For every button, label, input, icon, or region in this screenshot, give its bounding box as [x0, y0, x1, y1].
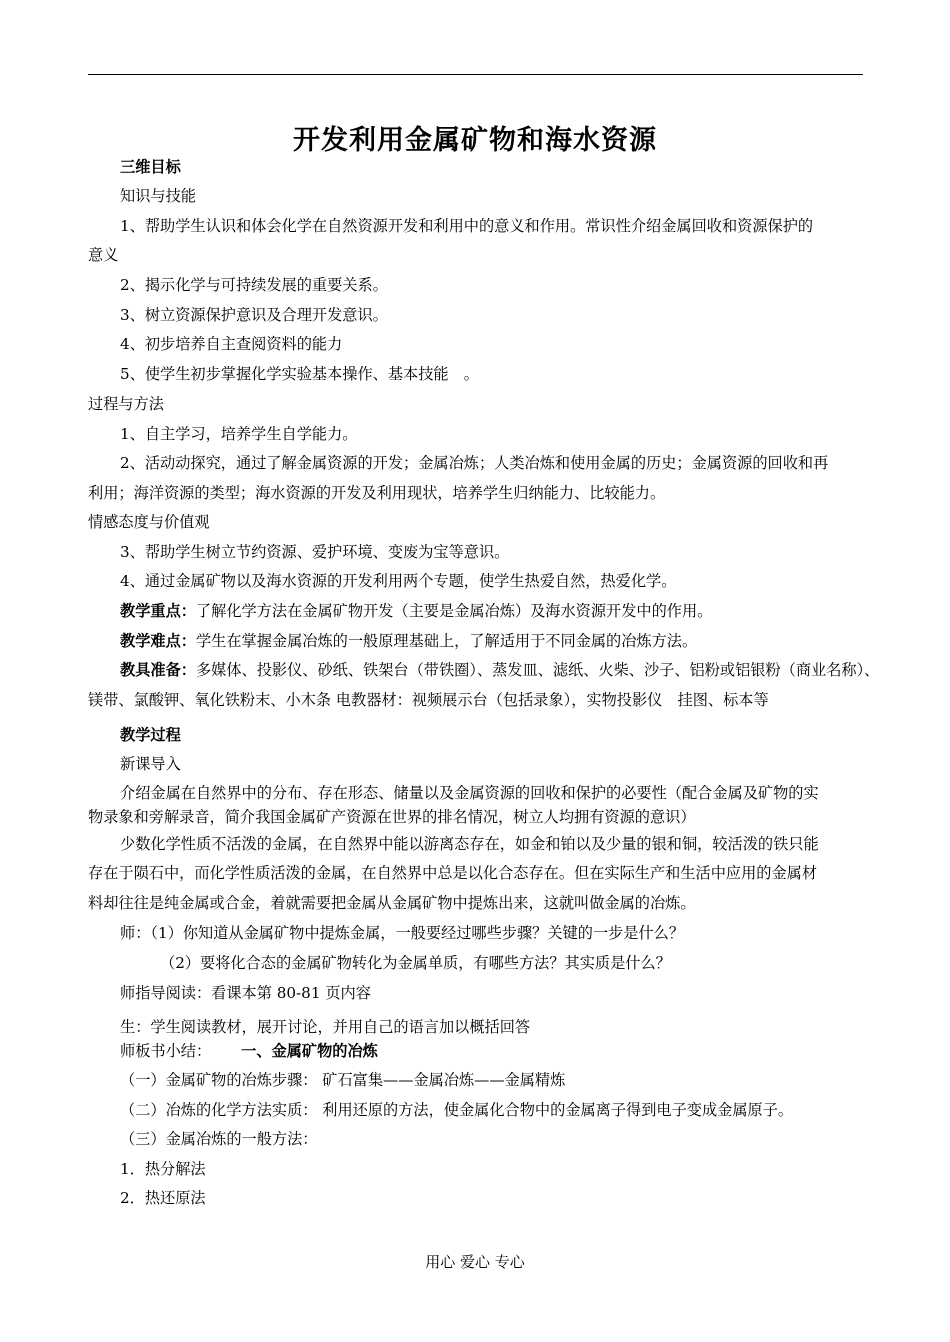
difficulty-text: 学生在掌握金属冶炼的一般原理基础上，了解适用于不同金属的冶炼方法。 — [195, 632, 698, 650]
process-item-2-cont: 利用；海洋资源的类型；海水资源的开发及利用现状，培养学生归纳能力、比较能力。 — [88, 484, 666, 502]
tools-label: 教具准备： — [120, 661, 196, 679]
difficulty-label: 教学难点： — [120, 632, 196, 650]
intro-paragraph-2-line-3: 料却往往是纯金属或合金，着就需要把金属从金属矿物中提炼出来，这就叫做金属的冶炼。 — [88, 894, 696, 912]
intro-paragraph-1-cont: 物录象和旁解录音，简介我国金属矿产资源在世界的排名情况，树立人均拥有资源的意识） — [88, 808, 696, 826]
page-footer: 用心 爱心 专心 — [425, 1253, 525, 1271]
knowledge-item-3: 3、树立资源保护意识及合理开发意识。 — [120, 306, 388, 324]
difficulty-line — [120, 631, 697, 651]
header-rule — [88, 74, 863, 75]
emotion-item-4: 4、通过金属矿物以及海水资源的开发利用两个专题，使学生热爱自然，热爱化学。 — [120, 572, 677, 590]
knowledge-item-4: 4、初步培养自主查阅资料的能力 — [120, 335, 343, 353]
smelting-step-1: （一）金属矿物的冶炼步骤： 矿石富集——金属冶炼——金属精炼 — [120, 1071, 566, 1089]
intro-paragraph-2: 少数化学性质不活泼的金属，在自然界中能以游离态存在，如金和铂以及少量的银和铜，较活泼的铁只能 — [120, 835, 819, 853]
smelting-step-2: （二）冶炼的化学方法实质： 利用还原的方法，使金属化合物中的金属离子得到电子变成金属原子。 — [120, 1101, 794, 1119]
objectives-heading: 三维目标 — [120, 158, 181, 176]
emotion-heading: 情感态度与价值观 — [88, 513, 210, 531]
process-heading: 过程与方法 — [88, 395, 164, 413]
tools-line — [120, 660, 879, 680]
tools-text: 多媒体、投影仪、砂纸、铁架台（带铁圈）、蒸发皿、滤纸、火柴、沙子、铝粉或铝银粉（商业名称）、 — [195, 661, 880, 679]
summary-line — [120, 1041, 378, 1061]
method-2: 2．热还原法 — [120, 1189, 206, 1207]
smelting-step-3: （三）金属冶炼的一般方法： — [120, 1130, 318, 1148]
intro-paragraph-2-line-2: 存在于陨石中，而化学性质活泼的金属，在自然界中总是以化合态存在。但在实际生产和生活中应用的金属材 — [88, 864, 817, 882]
teacher-question-1: 师：（1）你知道从金属矿物中提炼金属，一般要经过哪些步骤？关键的一步是什么？ — [120, 924, 685, 942]
teacher-question-2: （2）要将化合态的金属矿物转化为金属单质，有哪些方法？其实质是什么？ — [160, 954, 671, 972]
key-point-line — [120, 601, 712, 621]
student-activity: 生：学生阅读教材，展开讨论，并用自己的语言加以概括回答 — [120, 1018, 531, 1036]
knowledge-item-5: 5、使学生初步掌握化学实验基本操作、基本技能 。 — [120, 365, 479, 383]
knowledge-heading: 知识与技能 — [120, 187, 196, 205]
key-point-text: 了解化学方法在金属矿物开发（主要是金属冶炼）及海水资源开发中的作用。 — [195, 602, 713, 620]
teaching-process-heading: 教学过程 — [120, 726, 181, 744]
key-point-label: 教学重点： — [120, 602, 196, 620]
method-1: 1．热分解法 — [120, 1160, 206, 1178]
summary-heading: 一、金属矿物的冶炼 — [241, 1042, 378, 1060]
summary-label: 师板书小结： — [120, 1042, 212, 1060]
knowledge-item-1-cont: 意义 — [88, 246, 119, 264]
knowledge-item-2: 2、揭示化学与可持续发展的重要关系。 — [120, 276, 388, 294]
emotion-item-3: 3、帮助学生树立节约资源、爱护环境、变废为宝等意识。 — [120, 543, 510, 561]
document-title: 开发利用金属矿物和海水资源 — [293, 125, 657, 156]
process-item-1: 1、自主学习，培养学生自学能力。 — [120, 425, 358, 443]
knowledge-item-1: 1、帮助学生认识和体会化学在自然资源开发和利用中的意义和作用。常识性介绍金属回收和资源保护的 — [120, 217, 814, 235]
tools-text-cont: 镁带、氯酸钾、氧化铁粉末、小木条 电教器材：视频展示台（包括录象），实物投影仪 挂图、标本等 — [88, 691, 769, 709]
intro-paragraph-1: 介绍金属在自然界中的分布、存在形态、储量以及金属资源的回收和保护的必要性（配合金属及矿物的实 — [120, 784, 819, 802]
intro-heading: 新课导入 — [120, 755, 181, 773]
process-item-2: 2、活动动探究，通过了解金属资源的开发；金属冶炼；人类冶炼和使用金属的历史；金属资源的回收和再 — [120, 454, 829, 472]
reading-guide: 师指导阅读：看课本第 80-81 页内容 — [120, 984, 371, 1002]
